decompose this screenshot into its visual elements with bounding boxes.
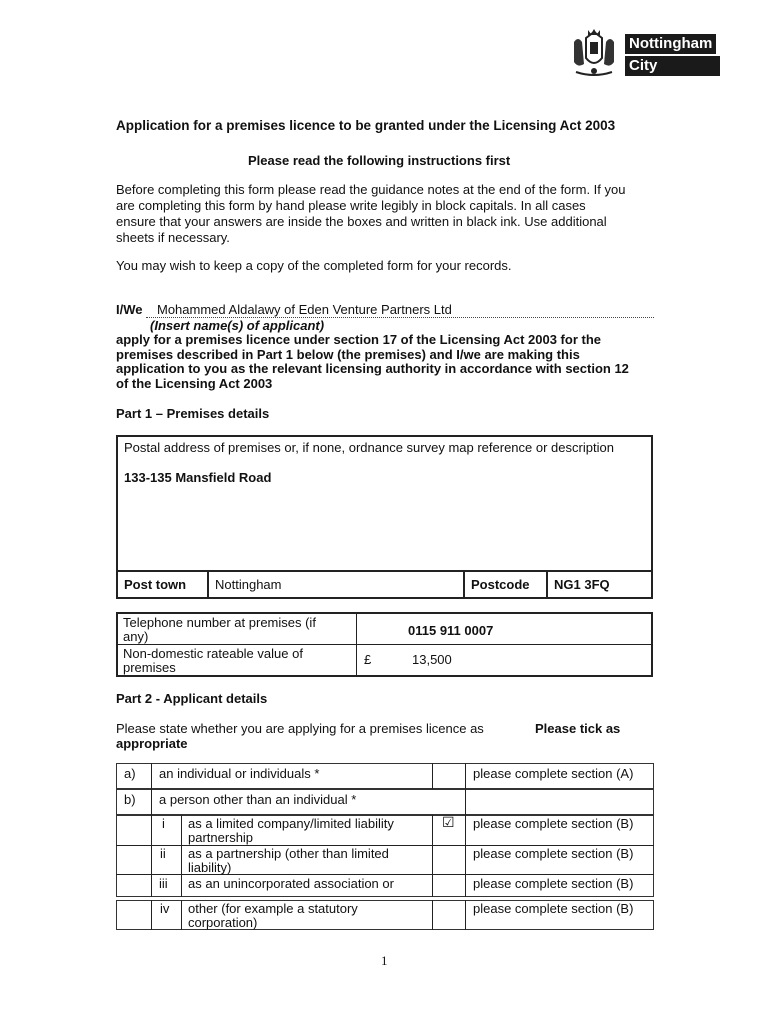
row-iv-text-line: corporation) — [188, 915, 258, 930]
declaration-line: apply for a premises licence under section 17 of the Licensing Act 2003 for the — [116, 332, 601, 347]
applicant-name-value: Mohammed Aldalawy of Eden Venture Partners Ltd — [157, 302, 452, 317]
row-iv-text-line: other (for example a statutory — [188, 901, 358, 916]
row-iii-number: iii — [159, 876, 168, 891]
address-field[interactable]: 133-135 Mansfield Road — [124, 470, 272, 485]
rateable-label-line: Non-domestic rateable value of — [123, 646, 303, 661]
telephone-label-line: any) — [123, 629, 149, 644]
coat-of-arms-icon — [568, 28, 620, 80]
rateable-value-field[interactable]: 13,500 — [412, 652, 452, 667]
telephone-label — [123, 616, 316, 644]
row-iv-number: iv — [160, 901, 170, 916]
applicant-type-question-end: appropriate — [116, 736, 188, 751]
postcode-field[interactable]: NG1 3FQ — [554, 577, 610, 592]
declaration-line: of the Licensing Act 2003 — [116, 375, 273, 391]
instructions-line: ensure that your answers are inside the boxes and written in black ink. Use additional — [116, 214, 607, 229]
row-b-text: a person other than an individual * — [159, 792, 357, 807]
instructions-heading: Please read the following instructions first — [248, 153, 511, 168]
applicant-name-field[interactable] — [146, 302, 654, 318]
instructions-line: are completing this form by hand please write legibly in block capitals. In all cases — [116, 198, 586, 213]
row-iv-text — [188, 902, 358, 930]
rateable-label — [123, 647, 303, 675]
page-title: Application for a premises licence to be granted under the Licensing Act 2003 — [116, 118, 616, 133]
applicant-hint: (Insert name(s) of applicant) — [150, 318, 325, 333]
row-a-text: an individual or individuals * — [159, 766, 320, 781]
row-i-text — [188, 817, 394, 845]
post-town-label: Post town — [124, 577, 187, 592]
row-iv-checkbox[interactable] — [433, 901, 465, 929]
declaration-line: application to you as the relevant licensing authority in accordance with section 12 — [116, 361, 629, 376]
applicant-type-question: Please state whether you are applying for a premises licence as — [116, 721, 484, 736]
instructions-line: sheets if necessary. — [116, 230, 230, 245]
row-a-letter: a) — [124, 766, 136, 781]
copy-note: You may wish to keep a copy of the completed form for your records. — [116, 258, 512, 273]
post-town-field[interactable]: Nottingham — [215, 577, 282, 592]
row-i-action: please complete section (B) — [473, 816, 634, 831]
telephone-field[interactable]: 0115 911 0007 — [408, 623, 494, 638]
row-b-letter: b) — [124, 792, 136, 807]
currency-symbol: £ — [364, 652, 372, 667]
row-i-checkbox[interactable]: ☑ — [442, 814, 455, 830]
instructions-line: Before completing this form please read the guidance notes at the end of the form. If you — [116, 182, 626, 197]
logo-text-line2: City Council — [625, 56, 720, 76]
row-iii-action: please complete section (B) — [473, 876, 634, 891]
logo-text-line1: Nottingham — [625, 34, 716, 54]
row-ii-text-line: as a partnership (other than limited — [188, 846, 389, 861]
part2-heading: Part 2 - Applicant details — [116, 691, 268, 706]
declaration-paragraph — [116, 333, 629, 391]
row-iii-text: as an unincorporated association or — [188, 876, 394, 891]
row-a-action: please complete section (A) — [473, 766, 634, 781]
row-iii-checkbox[interactable] — [433, 875, 465, 896]
row-ii-checkbox[interactable] — [433, 846, 465, 873]
instructions-paragraph — [116, 182, 625, 246]
tick-label: Please tick as — [535, 721, 621, 736]
address-label: Postal address of premises or, if none, ordnance survey map reference or description — [124, 440, 614, 455]
declaration-line: premises described in Part 1 below (the premises) and I/we are making this — [116, 346, 580, 362]
telephone-label-line: Telephone number at premises (if — [123, 615, 316, 630]
row-ii-action: please complete section (B) — [473, 846, 634, 861]
part1-heading: Part 1 – Premises details — [116, 406, 270, 421]
postcode-label: Postcode — [471, 577, 530, 592]
row-i-text-line: partnership — [188, 830, 254, 845]
council-logo — [568, 28, 720, 93]
row-ii-text — [188, 847, 389, 875]
row-a-checkbox[interactable] — [433, 764, 465, 788]
row-ii-number: ii — [160, 846, 166, 861]
page-number: 1 — [381, 953, 388, 968]
row-ii-text-line: liability) — [188, 860, 232, 875]
applicant-label: I/We — [116, 302, 143, 317]
rateable-label-line: premises — [123, 660, 176, 675]
row-i-number: i — [162, 816, 165, 831]
row-iv-action: please complete section (B) — [473, 901, 634, 916]
row-i-text-line: as a limited company/limited liability — [188, 816, 394, 831]
